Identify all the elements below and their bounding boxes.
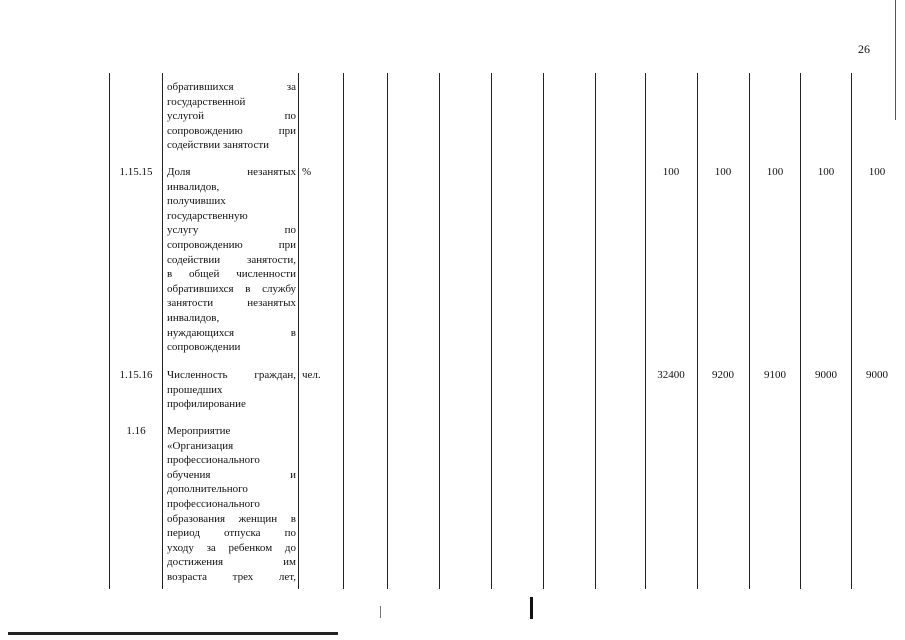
row-text-line: нуждающихся в [167, 326, 296, 339]
column-divider [162, 73, 163, 589]
row-code: 1.16 [126, 425, 146, 437]
row-text-line: Численность граждан, [167, 369, 296, 381]
row-text-line: обратившихся за [167, 81, 296, 93]
row-text-line: достижения им [167, 556, 296, 569]
row-value: 9200 [712, 369, 734, 381]
table-row [167, 424, 296, 585]
row-code: 1.15.16 [119, 369, 153, 381]
row-text-line: дополнительного [167, 483, 248, 496]
row-text-line: прошедших [167, 383, 223, 396]
row-text-line: период отпуска по [167, 527, 296, 540]
row-text-line: инвалидов, [167, 311, 220, 324]
column-divider [595, 73, 596, 589]
row-unit: чел. [302, 369, 321, 381]
column-divider [343, 73, 344, 589]
column-divider [387, 73, 388, 589]
row-value: 100 [817, 166, 835, 178]
row-text-line: Мероприятие [167, 425, 231, 437]
row-text-line: «Организация [167, 439, 234, 452]
row-text-line: занятости незанятых [167, 297, 296, 310]
row-text-line: профессионального [167, 497, 260, 510]
column-divider [800, 73, 801, 589]
row-text-line: уходу за ребенком до [167, 541, 296, 554]
row-text-line: обучения и [167, 468, 296, 481]
column-divider [851, 73, 852, 589]
row-text-line: возраста трех лет, [167, 570, 296, 583]
row-value: 9000 [866, 369, 888, 381]
row-text-line: профессионального [167, 454, 260, 467]
row-value: 100 [662, 166, 680, 178]
column-divider [439, 73, 440, 589]
column-divider [491, 73, 492, 589]
table-row [167, 368, 296, 412]
row-text-line: государственную [167, 209, 248, 222]
row-text-line: сопровождению при [167, 238, 296, 251]
row-text-line: содействии занятости [167, 139, 270, 152]
row-text-line: государственной [167, 95, 246, 108]
table-row [167, 165, 296, 355]
row-text-line: Доля незанятых [167, 166, 296, 178]
row-text-line: сопровождении [167, 341, 241, 354]
row-text-line: услугой по [167, 110, 296, 123]
scan-edge-mark [380, 606, 381, 618]
row-text-line: услугу по [167, 224, 296, 237]
row-value: 32400 [657, 369, 685, 381]
row-text-line: профилирование [167, 398, 246, 411]
footer-rule [8, 632, 338, 635]
table-row [167, 80, 296, 153]
row-text-line: содействии занятости, [167, 253, 296, 266]
row-text-line: обратившихся в службу [167, 282, 296, 295]
column-divider [749, 73, 750, 589]
row-text-line: сопровождению при [167, 124, 296, 137]
row-unit: % [302, 166, 312, 178]
column-divider [645, 73, 646, 589]
column-divider [697, 73, 698, 589]
row-value: 9100 [764, 369, 786, 381]
scan-edge-mark [530, 597, 533, 619]
row-value: 100 [868, 166, 886, 178]
page-number: 26 [858, 42, 870, 56]
row-value: 9000 [815, 369, 837, 381]
column-divider [298, 73, 299, 589]
row-value: 100 [766, 166, 784, 178]
row-text-line: получивших [167, 195, 226, 208]
row-text-line: в общей численности [167, 268, 296, 281]
scan-edge-mark [895, 0, 896, 120]
table-border-left [109, 73, 110, 589]
column-divider [543, 73, 544, 589]
row-text-line: образования женщин в [167, 512, 296, 525]
row-code: 1.15.15 [119, 166, 153, 178]
row-text-line: инвалидов, [167, 180, 220, 193]
row-value: 100 [714, 166, 732, 178]
